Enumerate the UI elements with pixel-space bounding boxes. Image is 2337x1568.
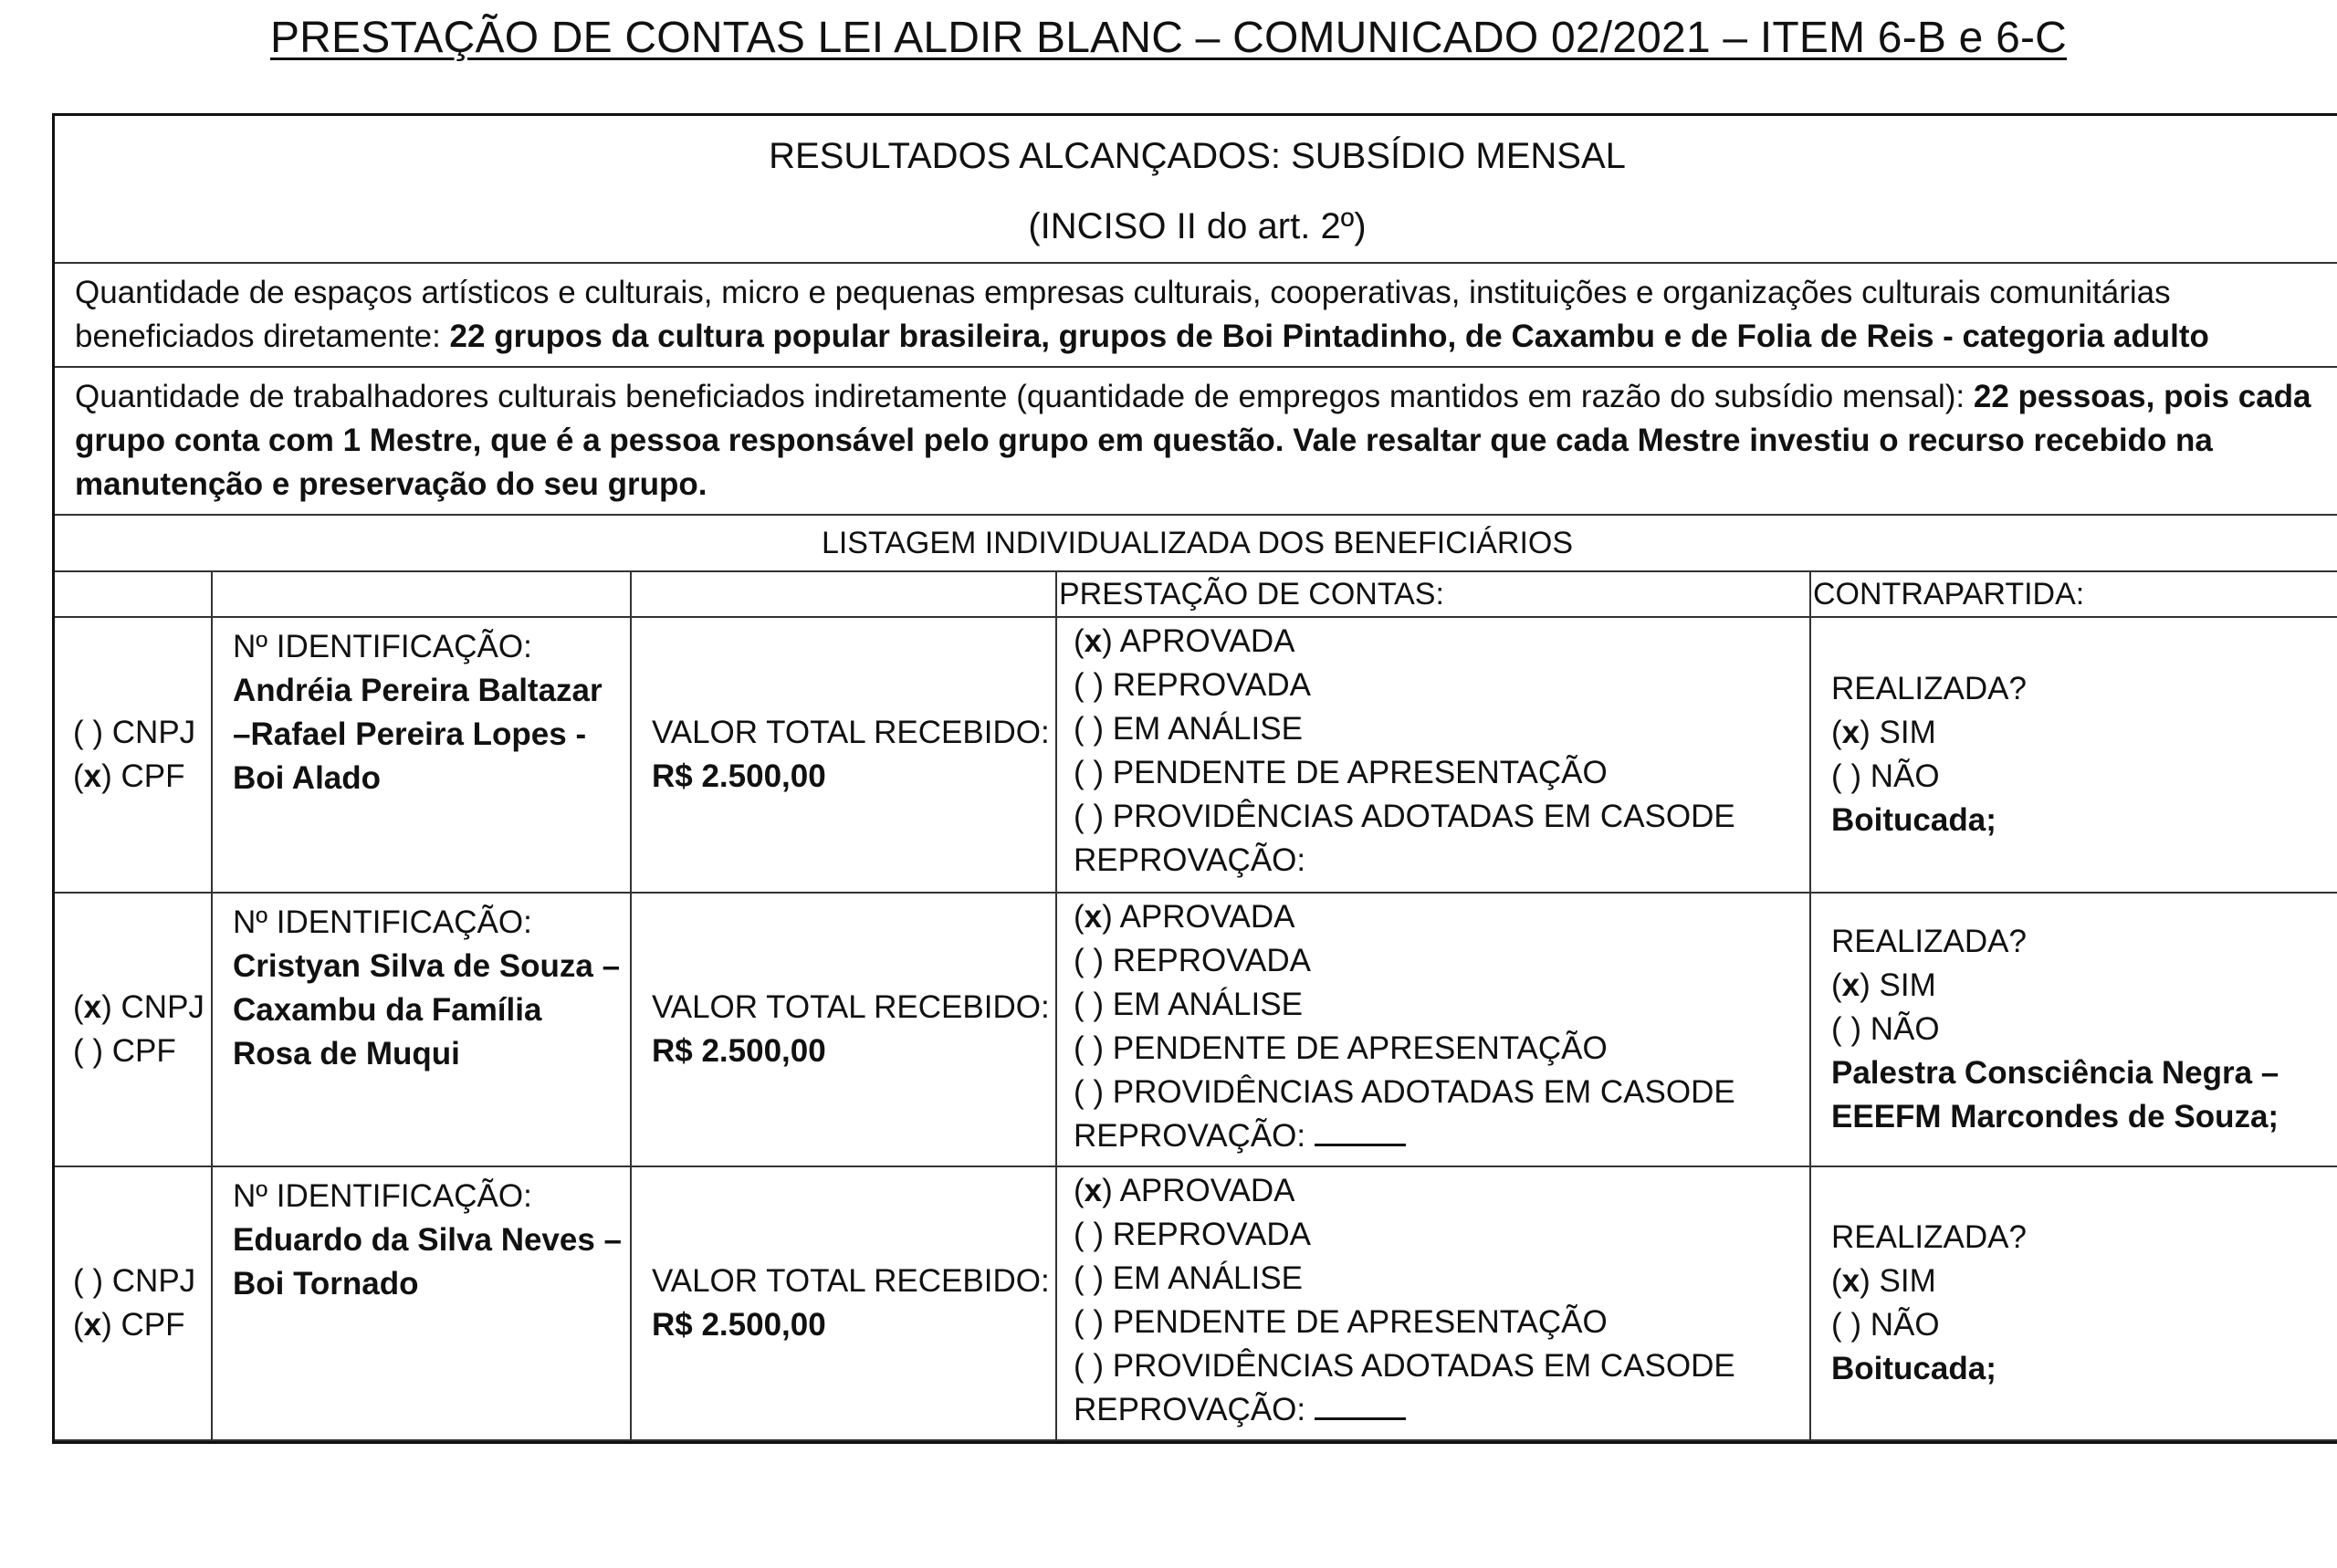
- status-aprovada-label: APROVADA: [1119, 899, 1295, 935]
- cpf-option: (x) CPF: [73, 758, 185, 794]
- cpf-option: (x) CPF: [73, 1307, 185, 1343]
- amount-label: VALOR TOTAL RECEBIDO:: [652, 1263, 1050, 1299]
- doc-type-cell: [55, 617, 212, 893]
- identification-cell: [212, 617, 631, 893]
- status-pendente: ( ) PENDENTE DE APRESENTAÇÃO: [1074, 1030, 1608, 1066]
- counterpart-description: Boitucada;: [1831, 802, 1996, 838]
- status-pendente: ( ) PENDENTE DE APRESENTAÇÃO: [1074, 1304, 1608, 1340]
- status-analise-label: EM ANÁLISE: [1112, 711, 1303, 747]
- results-header: [55, 116, 2337, 263]
- status-reprovacao: [1074, 839, 1800, 883]
- column-header-row: [55, 571, 2337, 617]
- counterpart-nao-mark: [1842, 1011, 1851, 1047]
- status-aprovada: (x) APROVADA: [1074, 1173, 1295, 1208]
- cpf-option-mark: x: [83, 1307, 102, 1343]
- counterpart-cell: [1810, 893, 2337, 1166]
- status-pendente-mark: [1085, 755, 1094, 790]
- status-aprovada: (x) APROVADA: [1074, 899, 1295, 935]
- status-reprovada: ( ) REPROVADA: [1074, 943, 1311, 978]
- counterpart-description: EEEFM Marcondes de Souza;: [1831, 1099, 2279, 1134]
- beneficiary-name-line: Boi Tornado: [233, 1266, 419, 1301]
- direct-beneficiaries: [55, 263, 2337, 367]
- cpf-option-label: CPF: [111, 1033, 176, 1069]
- accounts-status-cell: [1056, 617, 1810, 893]
- identification-label: Nº IDENTIFICAÇÃO:: [233, 629, 532, 664]
- status-aprovada: (x) APROVADA: [1074, 623, 1295, 659]
- status-pendente-mark: [1085, 1304, 1094, 1340]
- accounts-status-cell: [1056, 1166, 1810, 1440]
- report-table: [52, 113, 2337, 1444]
- amount-cell: [631, 893, 1056, 1166]
- cnpj-option-label: CNPJ: [111, 1263, 196, 1299]
- counterpart-nao: ( ) NÃO: [1831, 1307, 1940, 1343]
- counterpart-sim: (x) SIM: [1831, 1263, 1936, 1299]
- col-head-empty-2: [212, 571, 631, 617]
- status-pendente-mark: [1085, 1030, 1094, 1066]
- cpf-option-mark: x: [83, 758, 102, 794]
- counterpart-nao-mark: [1842, 758, 1851, 794]
- status-reprovada-mark: [1085, 1217, 1094, 1252]
- counterpart-sim-label: SIM: [1879, 967, 1936, 1003]
- status-reprovada: ( ) REPROVADA: [1074, 1217, 1311, 1252]
- counterpart-sim-mark: x: [1841, 1263, 1860, 1299]
- doc-type-cell: [55, 893, 212, 1166]
- beneficiary-row: [55, 893, 2337, 1166]
- amount-label: VALOR TOTAL RECEBIDO:: [652, 715, 1050, 750]
- direct-beneficiaries-value: 22 grupos da cultura popular brasileira, grupos de Boi Pintadinho, de Caxambu e de Folia de Reis - categoria adulto: [449, 319, 2209, 354]
- status-aprovada-label: APROVADA: [1119, 1173, 1295, 1208]
- status-reprovacao: [1074, 1114, 1800, 1158]
- reprovacao-blank-line: [1315, 1390, 1406, 1420]
- counterpart-sim: (x) SIM: [1831, 967, 1936, 1003]
- beneficiary-name-line: Eduardo da Silva Neves –: [233, 1222, 623, 1258]
- amount-value: R$ 2.500,00: [652, 758, 826, 794]
- col-head-contrapartida: CONTRAPARTIDA:: [1810, 571, 2337, 617]
- reprovacao-blank-line: [1315, 1116, 1406, 1146]
- status-providencias: ( ) PROVIDÊNCIAS ADOTADAS EM CASODE: [1074, 799, 1735, 834]
- direct-beneficiaries-label: Quantidade de espaços artísticos e culturais, micro e pequenas empresas culturais, cooperativas, instituições e organizações culturais comunitárias beneficiados diretamente:: [75, 275, 2171, 354]
- identification-label: Nº IDENTIFICAÇÃO:: [233, 904, 532, 940]
- cpf-option-label: CPF: [121, 758, 185, 794]
- cnpj-option-mark: [84, 715, 93, 750]
- counterpart-sim-label: SIM: [1879, 715, 1936, 750]
- status-reprovada-mark: [1085, 943, 1094, 978]
- cnpj-option: ( ) CNPJ: [73, 715, 196, 750]
- identification-cell: [212, 893, 631, 1166]
- status-reprovada-label: REPROVADA: [1112, 667, 1311, 703]
- status-analise-label: EM ANÁLISE: [1112, 987, 1303, 1022]
- beneficiary-name-line: Andréia Pereira Baltazar: [233, 673, 603, 708]
- beneficiary-name-line: Cristyan Silva de Souza –: [233, 948, 621, 984]
- status-pendente: ( ) PENDENTE DE APRESENTAÇÃO: [1074, 755, 1608, 790]
- counterpart-cell: [1810, 1166, 2337, 1440]
- counterpart-cell: [1810, 617, 2337, 893]
- counterpart-sim-mark: x: [1841, 967, 1860, 1003]
- document-title: PRESTAÇÃO DE CONTAS LEI ALDIR BLANC – COMUNICADO 02/2021 – ITEM 6-B e 6-C: [269, 14, 2068, 62]
- results-subtitle: (INCISO II do art. 2º): [1028, 206, 1367, 246]
- counterpart-question: REALIZADA?: [1831, 1219, 2027, 1255]
- cnpj-option-label: CNPJ: [111, 715, 196, 750]
- counterpart-description: Boitucada;: [1831, 1351, 1996, 1386]
- status-reprovada-label: REPROVADA: [1112, 1217, 1311, 1252]
- status-reprovacao-label: REPROVAÇÃO:: [1074, 1392, 1315, 1427]
- status-analise: ( ) EM ANÁLISE: [1074, 711, 1303, 747]
- status-pendente-label: PENDENTE DE APRESENTAÇÃO: [1112, 1304, 1608, 1340]
- status-aprovada-mark: x: [1084, 623, 1103, 659]
- col-head-empty-3: [631, 571, 1056, 617]
- counterpart-sim-label: SIM: [1879, 1263, 1936, 1299]
- status-analise: ( ) EM ANÁLISE: [1074, 987, 1303, 1022]
- results-header-row: [55, 116, 2337, 263]
- indirect-beneficiaries-value: 22 pessoas, pois cada grupo conta com 1 Mestre, que é a pessoa responsável pelo grupo em questão. Vale resaltar que cada Mestre investiu o recurso recebido na manutenção e preservação do seu grupo.: [75, 379, 2311, 502]
- counterpart-sim: (x) SIM: [1831, 715, 1936, 750]
- counterpart-nao-mark: [1842, 1307, 1851, 1343]
- listing-title-row: [55, 515, 2337, 571]
- beneficiary-name-line: Boi Alado: [233, 760, 382, 796]
- cnpj-option-label: CNPJ: [121, 989, 204, 1025]
- counterpart-nao-label: NÃO: [1870, 1307, 1940, 1343]
- counterpart-sim-mark: x: [1841, 715, 1860, 750]
- status-analise-mark: [1085, 987, 1094, 1022]
- amount-cell: [631, 617, 1056, 893]
- amount-label: VALOR TOTAL RECEBIDO:: [652, 989, 1050, 1025]
- cnpj-option: (x) CNPJ: [73, 989, 204, 1025]
- status-analise-label: EM ANÁLISE: [1112, 1260, 1303, 1296]
- col-head-empty-1: [55, 571, 212, 617]
- amount-value: R$ 2.500,00: [652, 1033, 826, 1069]
- status-analise-mark: [1085, 711, 1094, 747]
- status-analise: ( ) EM ANÁLISE: [1074, 1260, 1303, 1296]
- doc-type-cell: [55, 1166, 212, 1440]
- beneficiary-row: [55, 1166, 2337, 1440]
- beneficiary-name-line: –Rafael Pereira Lopes -: [233, 716, 587, 752]
- status-providencias: ( ) PROVIDÊNCIAS ADOTADAS EM CASODE: [1074, 1348, 1735, 1384]
- cpf-option-label: CPF: [121, 1307, 185, 1343]
- counterpart-description: Palestra Consciência Negra –: [1831, 1055, 2279, 1091]
- status-reprovada-mark: [1085, 667, 1094, 703]
- counterpart-nao-label: NÃO: [1870, 1011, 1940, 1047]
- status-reprovacao-label: REPROVAÇÃO:: [1074, 842, 1306, 878]
- cnpj-option-mark: x: [83, 989, 102, 1025]
- amount-cell: [631, 1166, 1056, 1440]
- status-pendente-label: PENDENTE DE APRESENTAÇÃO: [1112, 1030, 1608, 1066]
- counterpart-nao: ( ) NÃO: [1831, 1011, 1940, 1047]
- status-pendente-label: PENDENTE DE APRESENTAÇÃO: [1112, 755, 1608, 790]
- status-reprovada: ( ) REPROVADA: [1074, 667, 1311, 703]
- indirect-beneficiaries-row: [55, 367, 2337, 515]
- col-head-prestacao: PRESTAÇÃO DE CONTAS:: [1056, 571, 1810, 617]
- status-analise-mark: [1085, 1260, 1094, 1296]
- results-title: RESULTADOS ALCANÇADOS: SUBSÍDIO MENSAL: [769, 136, 1626, 176]
- status-reprovacao-label: REPROVAÇÃO:: [1074, 1118, 1315, 1154]
- counterpart-question: REALIZADA?: [1831, 924, 2027, 959]
- direct-beneficiaries-row: [55, 263, 2337, 367]
- beneficiary-name-line: Rosa de Muqui: [233, 1036, 460, 1071]
- indirect-beneficiaries-label: Quantidade de trabalhadores culturais beneficiados indiretamente (quantidade de empregos mantidos em razão do subsídio mensal):: [75, 379, 1974, 414]
- cpf-option-mark: [84, 1033, 93, 1069]
- accounts-status-cell: [1056, 893, 1810, 1166]
- amount-value: R$ 2.500,00: [652, 1307, 826, 1343]
- identification-label: Nº IDENTIFICAÇÃO:: [233, 1178, 532, 1214]
- cnpj-option-mark: [84, 1263, 93, 1299]
- listing-title: LISTAGEM INDIVIDUALIZADA DOS BENEFICIÁRIOS: [55, 515, 2337, 571]
- cnpj-option: ( ) CNPJ: [73, 1263, 196, 1299]
- beneficiary-row: [55, 617, 2337, 893]
- beneficiary-name-line: Caxambu da Família: [233, 992, 542, 1028]
- counterpart-nao: ( ) NÃO: [1831, 758, 1940, 794]
- status-aprovada-mark: x: [1084, 899, 1103, 935]
- status-reprovada-label: REPROVADA: [1112, 943, 1311, 978]
- identification-cell: [212, 1166, 631, 1440]
- status-reprovacao: [1074, 1388, 1800, 1432]
- counterpart-question: REALIZADA?: [1831, 671, 2027, 706]
- cpf-option: ( ) CPF: [73, 1033, 176, 1069]
- status-providencias: ( ) PROVIDÊNCIAS ADOTADAS EM CASODE: [1074, 1074, 1735, 1110]
- counterpart-nao-label: NÃO: [1870, 758, 1940, 794]
- status-aprovada-mark: x: [1084, 1173, 1103, 1208]
- indirect-beneficiaries: [55, 367, 2337, 515]
- status-aprovada-label: APROVADA: [1119, 623, 1295, 659]
